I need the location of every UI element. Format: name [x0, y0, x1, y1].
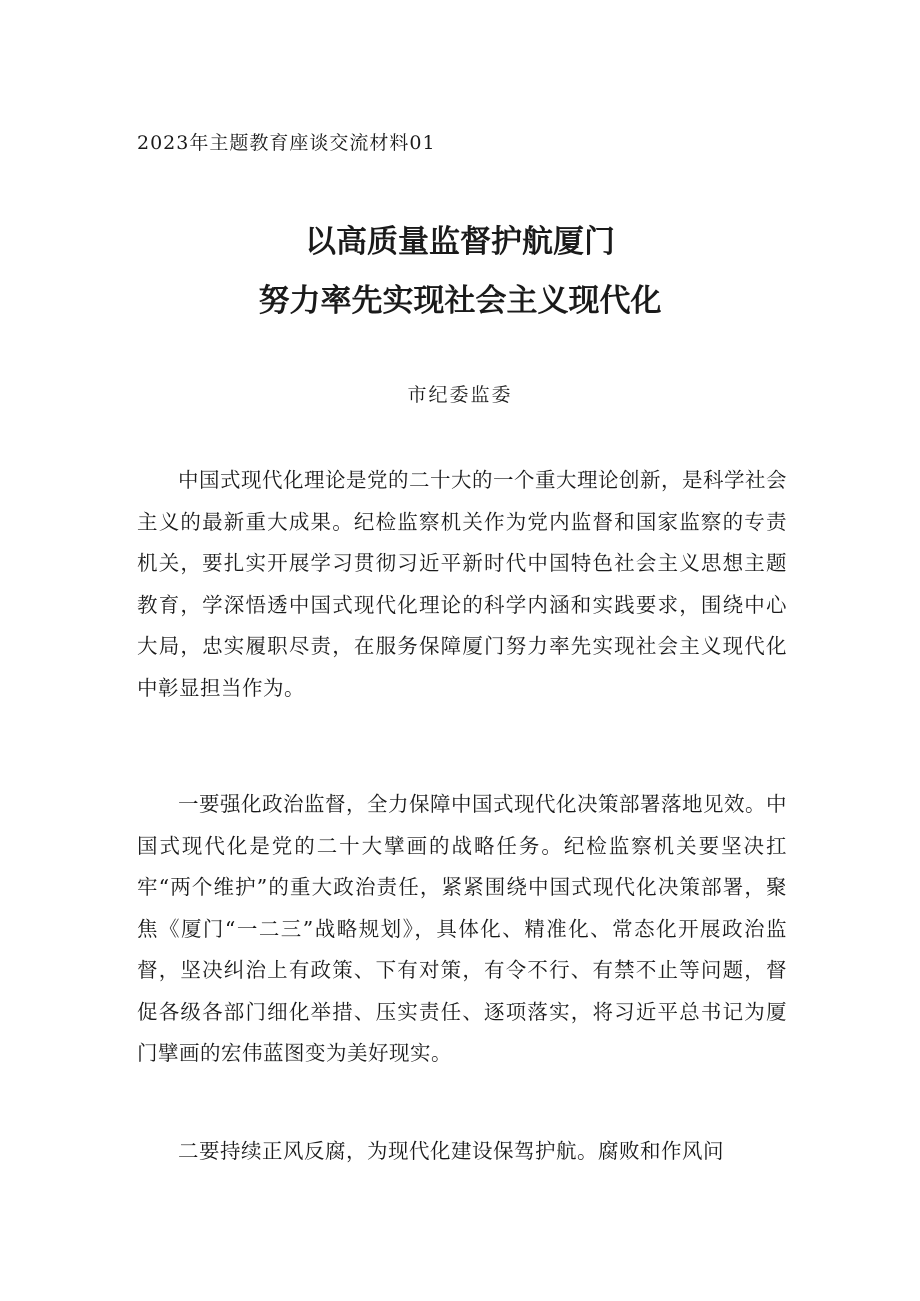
title-line-1: 以高质量监督护航厦门 [305, 224, 615, 260]
paragraph-text: 一要强化政治监督，全力保障中国式现代化决策部署落地见效。中国式现代化是党的二十大擘画的战略任务。纪检监察机关要坚决扛牢“两个维护”的重大政治责任，紧紧围绕中国式现代化决策部署，聚焦《厦门“一二三”战略规划》，具体化、精准化、常态化开展政治监督，坚决纠治上有政策、下有对策，有令不行、有禁不止等问题，督促各级各部门细化举措、压实责任、逐项落实，将习近平总书记为厦门擘画的宏伟蓝图变为美好现实。 [137, 792, 787, 1065]
title-line-2: 努力率先实现社会主义现代化 [258, 283, 662, 319]
paragraph-1 [137, 460, 787, 709]
paragraph-text: 二要持续正风反腐，为现代化建设保驾护航。腐败和作风问 [178, 1139, 724, 1163]
document-label: 2023年主题教育座谈交流材料01 [137, 132, 436, 154]
paragraph-2 [137, 784, 787, 1075]
author: 市纪委监委 [407, 384, 513, 406]
paragraph-3 [137, 1131, 787, 1173]
paragraph-text: 中国式现代化理论是党的二十大的一个重大理论创新，是科学社会主义的最新重大成果。纪检监察机关作为党内监督和国家监察的专责机关，要扎实开展学习贯彻习近平新时代中国特色社会主义思想主题教育，学深悟透中国式现代化理论的科学内涵和实践要求，围绕中心大局，忠实履职尽责，在服务保障厦门努力率先实现社会主义现代化中彰显担当作为。 [137, 468, 787, 700]
